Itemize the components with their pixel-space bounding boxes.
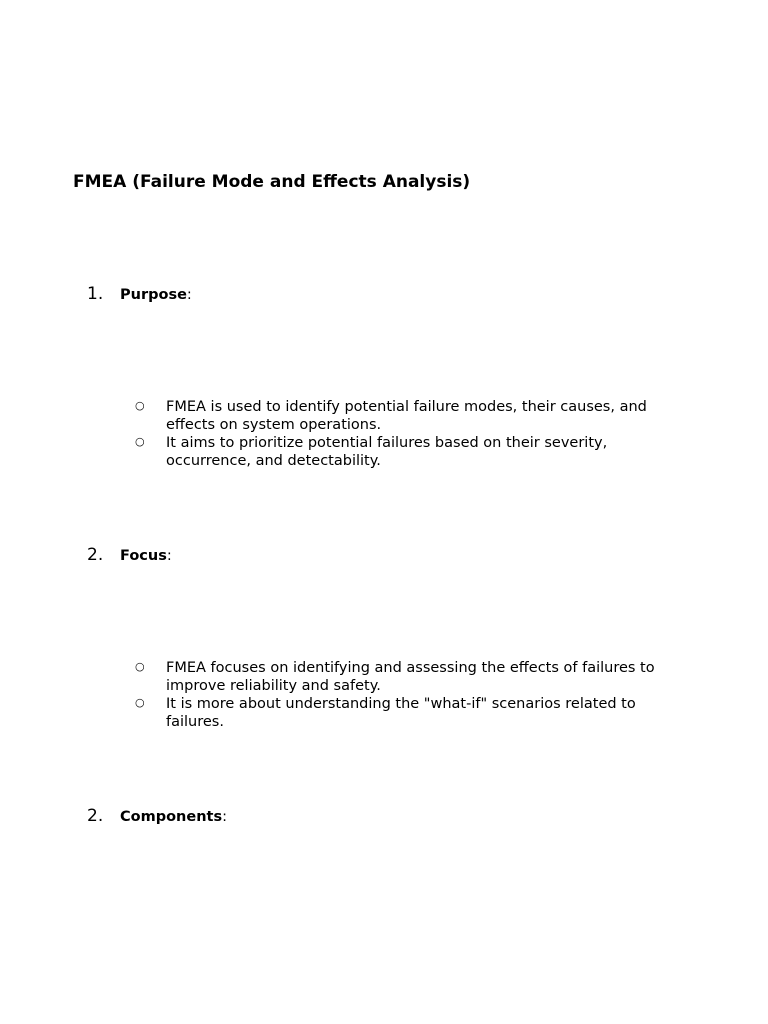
section-heading — [120, 809, 227, 825]
section-heading — [120, 287, 192, 303]
section-number: 2. — [87, 806, 104, 826]
list-item — [0, 398, 696, 434]
hollow-bullet-icon: ○ — [135, 435, 145, 448]
section-heading-label: Purpose — [120, 287, 187, 303]
hollow-bullet-icon: ○ — [135, 399, 145, 412]
section-number: 1. — [87, 284, 104, 304]
list-item-text: It aims to prioritize potential failures based on their severity, occurrence, and detectability. — [166, 435, 608, 469]
list-item — [0, 695, 696, 731]
section-number: 2. — [87, 545, 104, 565]
section-heading-colon: : — [166, 548, 172, 564]
list-item-text: It is more about understanding the "what-if" scenarios related to failures. — [166, 696, 636, 730]
list-item-text: FMEA focuses on identifying and assessing the effects of failures to improve reliability and safety. — [166, 660, 655, 694]
hollow-bullet-icon: ○ — [135, 696, 145, 709]
document-title: FMEA (Failure Mode and Effects Analysis) — [73, 172, 471, 192]
list-item — [0, 659, 696, 695]
section-heading-label: Focus — [120, 548, 167, 564]
section-heading-label: Components — [120, 809, 223, 825]
list-item-text: FMEA is used to identify potential failure modes, their causes, and effects on system operations. — [166, 399, 647, 433]
bullet-list-focus — [0, 659, 768, 731]
section-heading — [120, 548, 172, 564]
hollow-bullet-icon: ○ — [135, 660, 145, 673]
bullet-list-purpose — [0, 398, 768, 470]
section-heading-colon: : — [222, 809, 227, 825]
section-heading-colon: : — [186, 287, 192, 303]
list-item — [0, 434, 696, 470]
